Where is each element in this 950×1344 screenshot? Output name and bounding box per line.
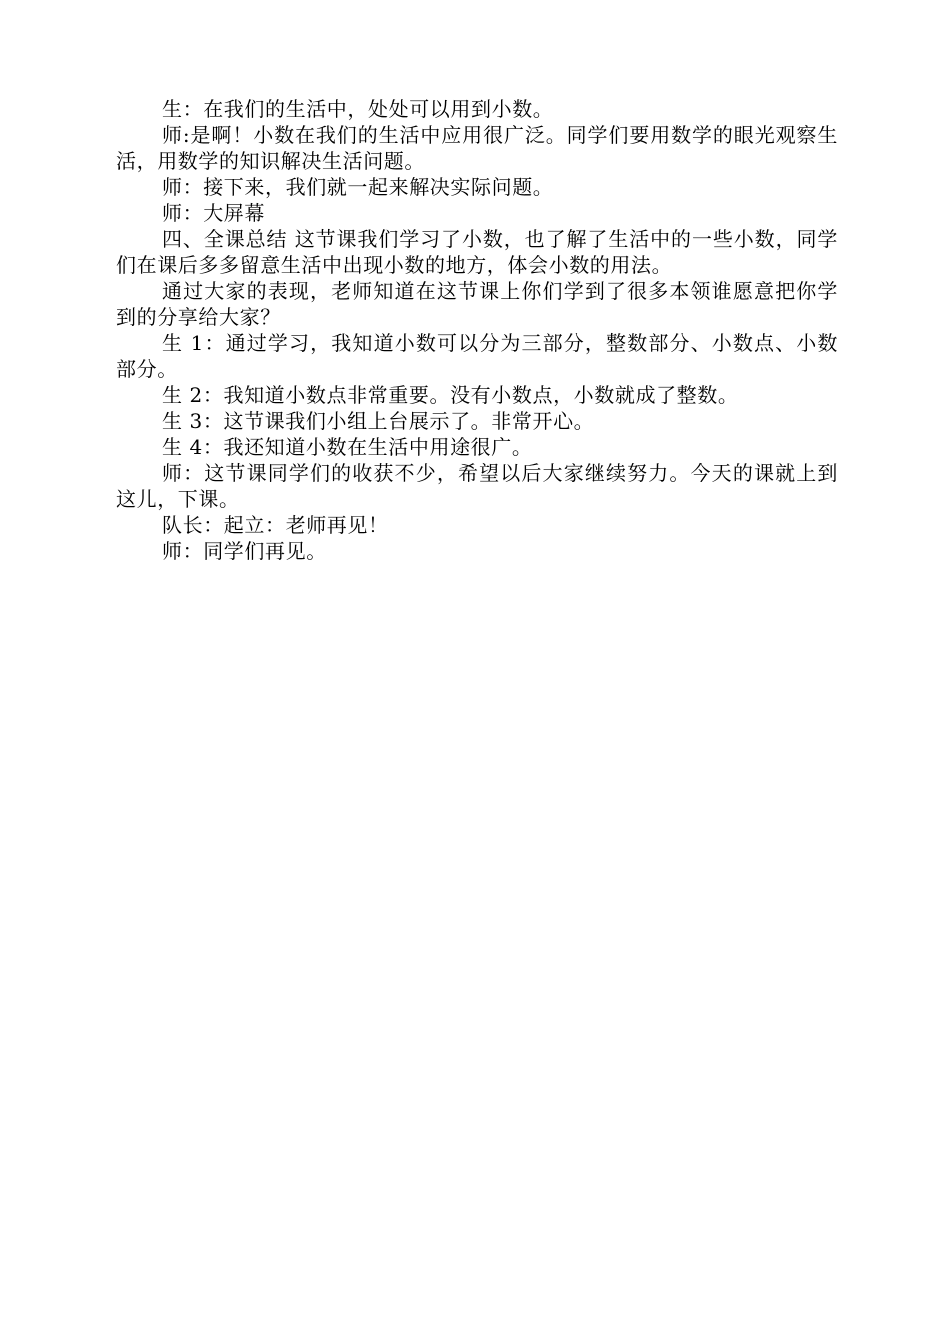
paragraph-student-line: 生：在我们的生活中，处处可以用到小数。: [162, 97, 554, 121]
paragraph-teacher-next: 师：接下来，我们就一起来解决实际问题。: [162, 175, 554, 199]
paragraph-monitor-line: 队长：起立：老师再见！: [162, 513, 389, 537]
paragraph-teacher-closing: 师：这节课同学们的收获不少，希望以后大家继续努力。今天的课就上到这儿，下课。: [116, 461, 838, 511]
paragraph-student-4: 生 4：我还知道小数在生活中用途很广。: [162, 435, 533, 459]
paragraph-teacher-goodbye: 师：同学们再见。: [162, 539, 327, 563]
paragraph-lesson-summary: 四、全课总结 这节课我们学习了小数，也了解了生活中的一些小数，同学们在课后多多留意生活中出现小数的地方，体会小数的用法。: [116, 227, 838, 277]
paragraph-student-1: 生 1：通过学习，我知道小数可以分为三部分，整数部分、小数点、小数部分。: [116, 331, 838, 381]
document-body: [116, 96, 838, 564]
paragraph-teacher-question: 通过大家的表现，老师知道在这节课上你们学到了很多本领谁愿意把你学到的分享给大家？: [116, 279, 838, 329]
paragraph-student-2: 生 2：我知道小数点非常重要。没有小数点，小数就成了整数。: [162, 383, 739, 407]
paragraph-student-3: 生 3：这节课我们小组上台展示了。非常开心。: [162, 409, 595, 433]
paragraph-teacher-screen: 师：大屏幕: [162, 201, 265, 225]
paragraph-teacher-reply: 师:是啊！小数在我们的生活中应用很广泛。同学们要用数学的眼光观察生活，用数学的知识解决生活问题。: [116, 123, 838, 173]
